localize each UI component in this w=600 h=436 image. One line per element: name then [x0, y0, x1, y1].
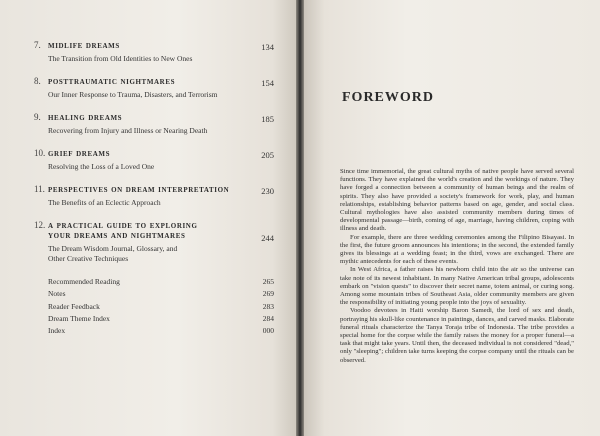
toc-number: 10.: [34, 148, 46, 158]
toc-number: 9.: [34, 112, 41, 122]
back-matter-page: 269: [262, 289, 274, 299]
toc-title: a practical guide to exploring your dreams and nightmares: [48, 221, 198, 241]
foreword-body: [340, 168, 574, 365]
back-matter-label: Index: [48, 326, 66, 336]
toc-entry-9[interactable]: [34, 112, 274, 136]
back-matter-item[interactable]: [48, 326, 274, 338]
toc-number: 8.: [34, 76, 41, 86]
toc-page-number: 244: [261, 233, 274, 243]
foreword-paragraph: For example, there are three wedding ceremonies among the Filipino Bisayasi. In the first, the future groom announces his intentions; in the second, the extended family gives its blessings at a wedding feast; in the third, vows are exchanged. There are mythic antecedents for each of these events.: [340, 233, 574, 266]
back-matter-label: Dream Theme Index: [48, 313, 110, 323]
toc-number: 7.: [34, 40, 41, 50]
back-matter-list: [48, 277, 274, 338]
toc-entry-11[interactable]: [34, 184, 274, 208]
toc-subtitle: The Dream Wisdom Journal, Glossary, and Other Creative Techniques: [48, 244, 178, 263]
toc-title: healing dreams: [48, 113, 123, 123]
foreword-paragraph: In West Africa, a father raises his newborn child into the air so the universe can take note of its newest inhabitant. In many Native American tribal groups, adolescents embark on "vision quests" to discover their secret name, totem animal, or curing song. Among some mountain tribes of Southeast Asia, older community members are given the responsibility of initiating young people into the joys of sexuality.: [340, 266, 574, 307]
toc-subtitle: The Benefits of an Eclectic Approach: [48, 198, 161, 207]
back-matter-item[interactable]: [48, 302, 274, 314]
toc-page-number: 230: [261, 186, 274, 196]
toc-title: posttraumatic nightmares: [48, 77, 176, 87]
toc-subtitle: The Transition from Old Identities to New Ones: [48, 54, 193, 63]
back-matter-page: 284: [262, 313, 274, 323]
foreword-paragraph: Voodoo devotees in Haiti worship Baron Samedi, the lord of sex and death, portraying his skull-like countenance in paintings, dances, and carved masks. Elaborate funeral rituals characterize the Tanya Toraja tribe of Indonesia. The tribe provides a special home for the corpse while the family raises the money for a proper funeral—a task that might take years. Until then, the deceased individual is not considered "dead," only "sleeping"; children take turns keeping the corpse company until the rituals can be observed.: [340, 307, 574, 364]
toc-list: [34, 40, 274, 274]
toc-entry-12[interactable]: [34, 220, 274, 264]
contents-page: [0, 0, 296, 436]
toc-number: 12.: [34, 220, 46, 230]
back-matter-item[interactable]: [48, 314, 274, 326]
toc-title: midlife dreams: [48, 41, 120, 51]
toc-page-number: 205: [261, 150, 274, 160]
toc-subtitle: Recovering from Injury and Illness or Nearing Death: [48, 126, 208, 135]
toc-entry-10[interactable]: [34, 148, 274, 172]
toc-title: perspectives on dream interpretation: [48, 185, 230, 195]
toc-subtitle: Our Inner Response to Trauma, Disasters, and Terrorism: [48, 90, 218, 99]
foreword-title: foreword: [342, 84, 434, 106]
toc-page-number: 154: [261, 78, 274, 88]
toc-entry-8[interactable]: [34, 76, 274, 100]
foreword-paragraph: Since time immemorial, the great cultural myths of native people have served several functions. They have explained the world's creation and the workings of nature. They have forged a connection between a community of human beings and the realm of spirits. They also have provided a society's framework for work, play, and human relationships, establishing behavior patterns based on age, gender, and social class. Cultural mythologies have also assisted community members during times of developmental passage—birth, coming of age, marriage, having children, coping with illness and death.: [340, 168, 574, 233]
toc-page-number: 185: [261, 114, 274, 124]
back-matter-label: Notes: [48, 289, 66, 299]
back-matter-page: 000: [262, 326, 274, 336]
back-matter-label: Reader Feedback: [48, 301, 100, 311]
toc-entry-7[interactable]: [34, 40, 274, 64]
back-matter-page: 265: [262, 277, 274, 286]
toc-number: 11.: [34, 184, 45, 194]
back-matter-page: 283: [262, 301, 274, 311]
back-matter-item[interactable]: [48, 277, 274, 289]
toc-page-number: 134: [261, 42, 274, 52]
toc-title: grief dreams: [48, 149, 111, 159]
back-matter-item[interactable]: [48, 289, 274, 301]
book-gutter: [296, 0, 304, 436]
foreword-page: [304, 0, 600, 436]
toc-subtitle: Resolving the Loss of a Loved One: [48, 162, 155, 171]
back-matter-label: Recommended Reading: [48, 277, 120, 286]
